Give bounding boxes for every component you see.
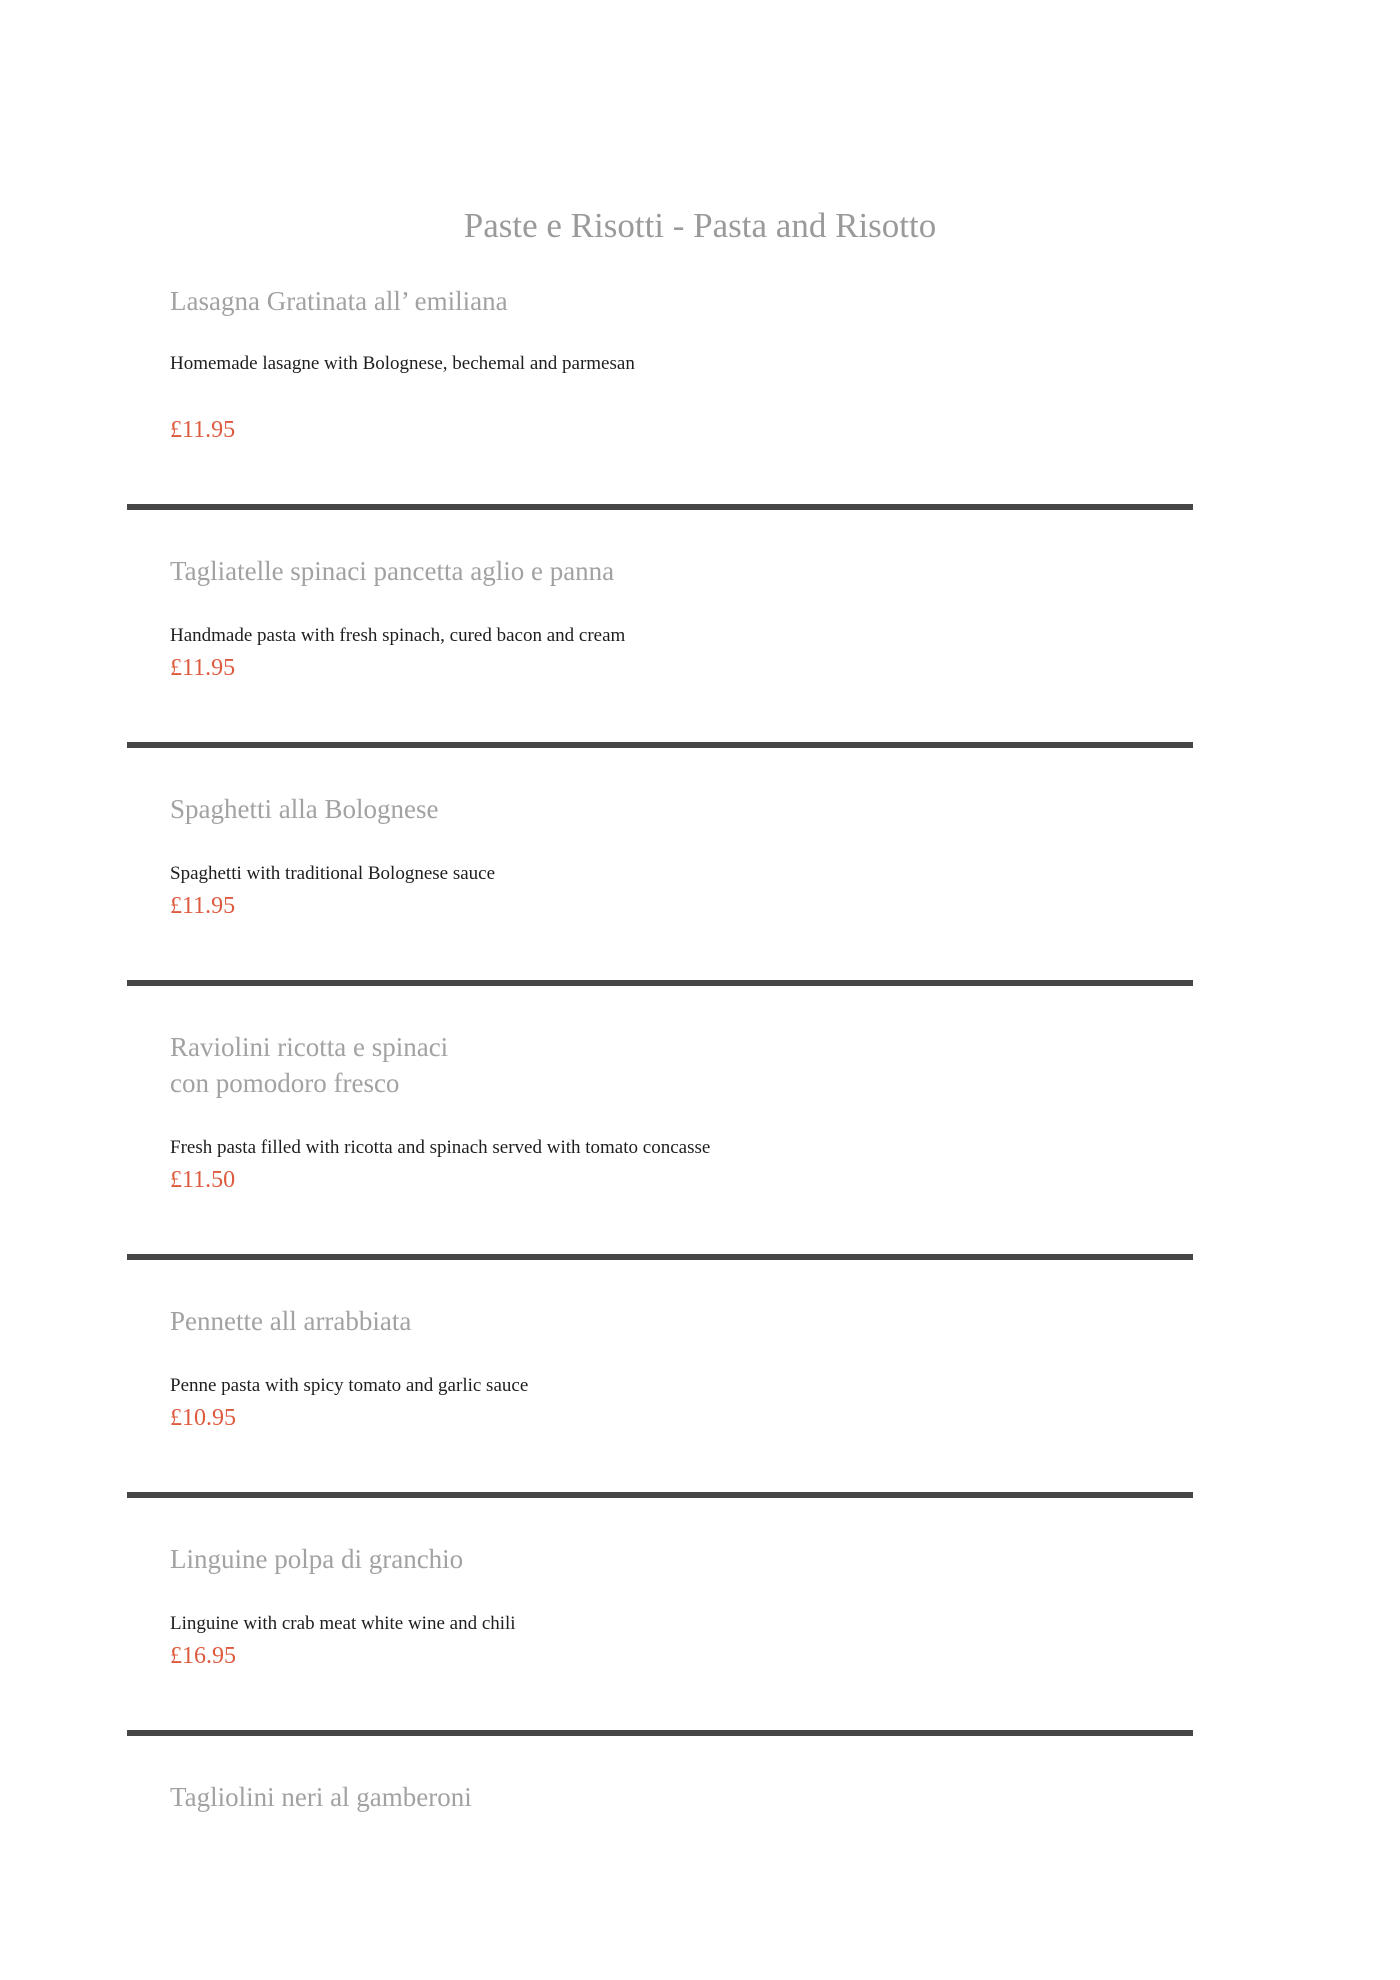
dish-name [170,1029,448,1101]
dish-price: £11.95 [170,417,236,443]
divider [127,1254,1193,1260]
dish-price: £11.50 [170,1167,236,1193]
dish-description: Fresh pasta filled with ricotta and spinach served with tomato concasse [170,1137,711,1158]
dish-name: Tagliolini neri al gamberoni [170,1782,472,1812]
dish-description: Spaghetti with traditional Bolognese sauce [170,863,496,884]
dish-name: Lasagna Gratinata all’ emiliana [170,286,508,316]
dish-name: Spaghetti alla Bolognese [170,794,439,824]
dish-name: Linguine polpa di granchio [170,1544,464,1574]
section-title: Paste e Risotti - Pasta and Risotto [463,206,937,245]
dish-description: Penne pasta with spicy tomato and garlic sauce [170,1375,529,1396]
divider [127,504,1193,510]
dish-price: £16.95 [170,1643,236,1669]
dish-price: £10.95 [170,1405,236,1431]
divider [127,1730,1193,1736]
dish-name: Tagliatelle spinaci pancetta aglio e panna [170,556,615,586]
divider [127,1492,1193,1498]
dish-description: Linguine with crab meat white wine and chili [170,1613,516,1634]
divider [127,742,1193,748]
dish-name: Pennette all arrabbiata [170,1306,412,1336]
divider [127,980,1193,986]
dish-price: £11.95 [170,893,236,919]
dish-description: Handmade pasta with fresh spinach, cured bacon and cream [170,625,626,646]
dish-price: £11.95 [170,655,236,681]
dish-name-line: con pomodoro fresco [170,1068,400,1098]
dish-name-line: Raviolini ricotta e spinaci [170,1032,449,1062]
dish-description: Homemade lasagne with Bolognese, bechemal and parmesan [170,353,635,374]
